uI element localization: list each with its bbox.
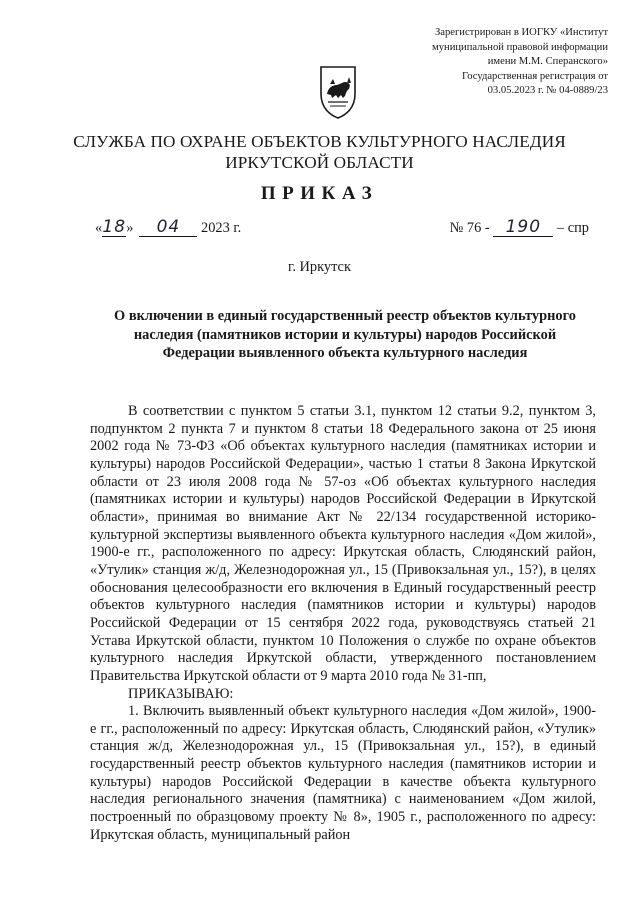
number-prefix: № 76 - (449, 220, 490, 236)
date-year: 2023 г. (201, 220, 242, 236)
date-quote-open: « (95, 220, 103, 236)
number-value (493, 217, 553, 237)
registration-line: Государственная регистрация от (462, 70, 608, 82)
irkutsk-coat-of-arms-icon (318, 64, 358, 120)
title-line-2: наследия (памятников истории и культуры) народов Российской (133, 326, 557, 343)
registration-line: Зарегистрирован в ИОГКУ «Институт (434, 27, 608, 38)
registration-stamp (388, 26, 608, 99)
date-day-handwritten: 18 (102, 217, 127, 237)
org-line-2: ИРКУТСКОЙ ОБЛАСТИ (225, 153, 414, 172)
order-body (90, 403, 596, 844)
title-line-3: Федерации выявленного объекта культурного наследия (162, 345, 528, 362)
command-word: ПРИКАЗЫВАЮ: (128, 685, 234, 702)
number-suffix: – спр (556, 220, 589, 236)
registration-line: имени М.М. Сперанского» (487, 56, 608, 68)
order-title (90, 307, 600, 363)
registration-line: 03.05.2023 г. № 04-0889/23 (487, 85, 608, 97)
item-1-paragraph: 1. Включить выявленный объект культурного наследия «Дом жилой», 1900-е гг., расположенный по адресу: Иркутская область, Слюдянский район, «Утулик» станция ж/д, Железнодорожная ул., 15 (Привокзальная ул., 15?), в единый государственный реестр объектов культурного наследия (памятников истории и культуры) народов Российской Федерации в качестве объекта культурного наследия регионального значения (памятника) с наименованием «Дом жилой, построенный по образцовому проекту № 8», 1905 г., расположенного по адресу: Иркутская область, муниципальный район (90, 703, 596, 843)
date-day (102, 217, 127, 237)
document-type: ПРИКАЗ (260, 183, 379, 204)
date-month-handwritten: 04 (156, 217, 181, 237)
order-date (95, 217, 242, 237)
date-month (139, 217, 197, 237)
registration-line: муниципальной правовой информации (432, 41, 608, 53)
order-number (449, 217, 589, 237)
number-handwritten: 190 (505, 217, 542, 237)
city: г. Иркутск (288, 259, 351, 275)
title-line-1: О включении в единый государственный реестр объектов культурного (114, 308, 576, 324)
preamble-paragraph: В соответствии с пунктом 5 статьи 3.1, пунктом 12 статьи 9.2, пунктом 3, подпунктом 2 пункта 7 и пунктом 8 статьи 18 Федерального закона от 25 июня 2002 года № 73-ФЗ «Об объектах культурного наследия (памятниках истории и культуры) народов Российской Федерации», частью 1 статьи 8 Закона Иркутской области от 23 июля 2008 года № 57-оз «Об объектах культурного наследия (памятниках истории и культуры) народов Российской Федерации в Иркутской области», принимая во внимание Акт № 22/134 государственной историко-культурной экспертизы выявленного объекта культурного наследия «Дом жилой», 1900-е гг., расположенного по адресу: Иркутская область, Слюдянский район, «Утулик» станция ж/д, Железнодорожная ул., 15 (Привокзальная ул., 15?), в целях обоснования целесообразности его включения в Единый государственный реестр объектов культурного наследия (памятников истории и культуры) народов Российской Федерации от 15 сентября 2022 года, руководствуясь статьей 21 Устава Иркутской области, пунктом 10 Положения о службе по охране объектов культурного наследия Иркутской области, утвержденного постановлением Правительства Иркутской области от 9 марта 2010 года № 31-пп, (90, 403, 596, 684)
organization-name (0, 131, 639, 173)
date-quote-close: » (126, 220, 134, 236)
org-line-1: СЛУЖБА ПО ОХРАНЕ ОБЪЕКТОВ КУЛЬТУРНОГО НАСЛЕДИЯ (73, 132, 566, 151)
